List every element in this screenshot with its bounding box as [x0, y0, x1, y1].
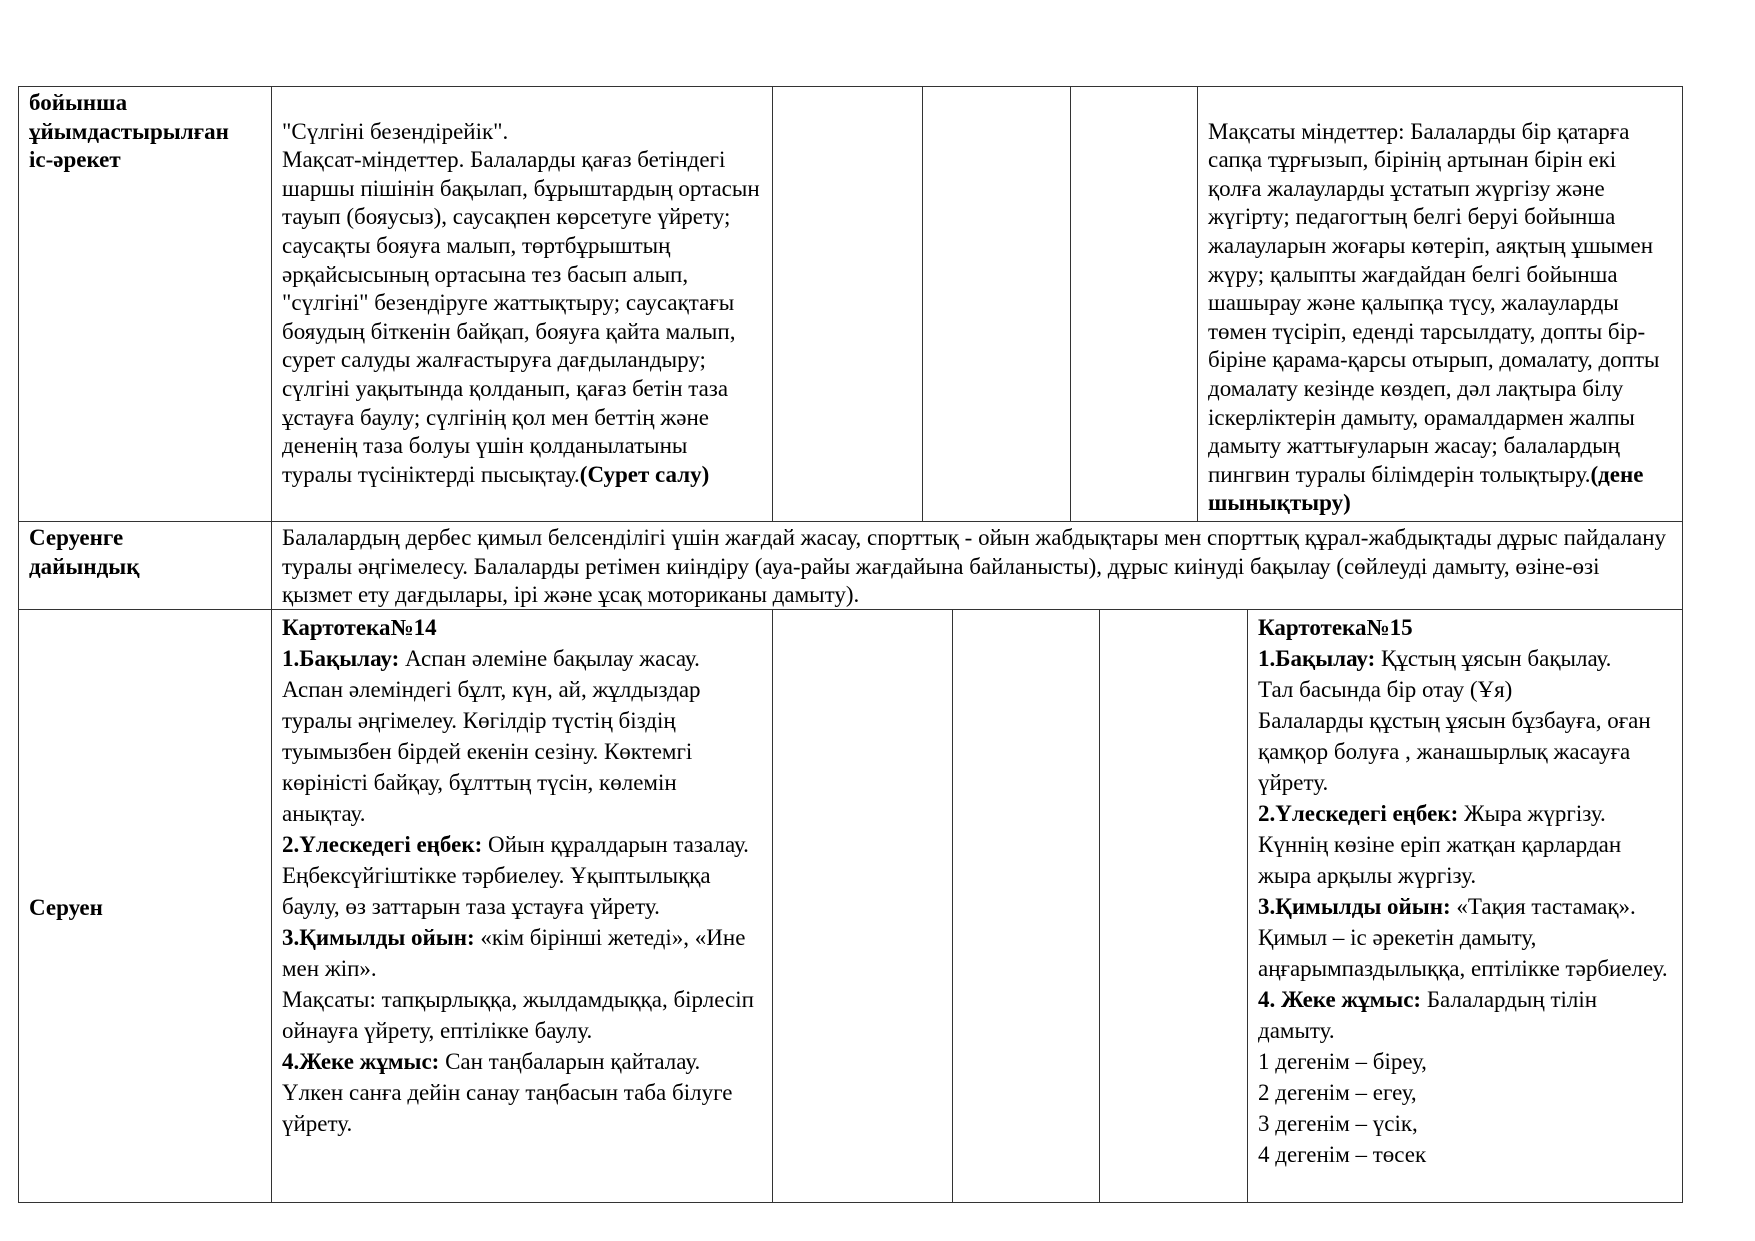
card-14-game-goal: Мақсаты: тапқырлыққа, жылдамдыққа, бірлесіп ойнауға үйрету, ептілікке баулу.: [282, 987, 754, 1043]
walk-card-14: [271, 610, 772, 1202]
card-14-title: Картотека№14: [282, 615, 437, 640]
card-14-game: 3.Қимылды ойын: «кім бірінші жетеді», «Ине мен жіп».: [282, 925, 746, 981]
card-14-observation: 1.Бақылау: Аспан әлеміне бақылау жасау. Аспан әлеміндегі бұлт, күн, ай, жұлдыздар туралы әңгімелеу. Көгілдір түстің біздің туымызбен бірдей екенін сезіну. Көктемгі көріністі байқау, бұлттың түсін, көлемін анықтау.: [282, 646, 701, 826]
empty-cell-1: [772, 87, 922, 521]
walk-card-15: [1247, 610, 1684, 1202]
table-row-walk-prep: [18, 521, 1683, 609]
card-15-rhyme-3: 3 дегенім – үсік,: [1258, 1111, 1418, 1136]
card-14-individual: 4.Жеке жұмыс: Сан таңбаларын қайталау. Үлкен санға дейін санау таңбасын таба білуге үйрету.: [282, 1049, 733, 1136]
card-14-work: 2.Үлескедегі еңбек: Ойын құралдарын тазалау. Еңбексүйгіштікке тәрбиелеу. Ұқыптылыққа баулу, өз заттарын таза ұстауға үйрету.: [282, 832, 749, 919]
activity-drawing-cell: [271, 87, 772, 521]
card-15-observation-line2: Тал басында бір отау (Ұя): [1258, 677, 1513, 702]
card-15-individual: 4. Жеке жұмыс: Балалардың тілін дамыту.: [1258, 987, 1598, 1043]
card-15-observation-line3: Балаларды құстың ұясын бұзбауға, оған қамқор болуға , жанашырлық жасауға үйрету.: [1258, 708, 1651, 795]
row-label-walk: [19, 610, 271, 1202]
card-15-work: 2.Үлескедегі еңбек: Жыра жүргізу. Күннің көзіне еріп жатқан қарлардан жыра арқылы жүргізу.: [1258, 801, 1622, 888]
row-label-activity: бойынша ұйымдастырылған іс-әрекет: [29, 90, 229, 173]
empty-cell-4: [772, 610, 952, 1202]
empty-cell-3: [1070, 87, 1197, 521]
drawing-subject: (Сурет салу): [579, 461, 710, 487]
empty-cell-6: [1099, 610, 1267, 1202]
drawing-text: "Сүлгіні безендірейік". Мақсат-міндеттер. Балаларды қағаз бетіндегі шаршы пішінін бақылап, бұрыштардың ортасын тауып (бояусыз), саусақпен көрсетуге үйрету; саусақты бояуға малып, төртбұрыштың әрқайсысының ортасына тез басып алып, "сүлгіні" безендіруге жаттықтыру; саусақтағы бояудың біткенін байқап, бояуға қайта малып, сурет салуды жалғастыруға дағдыландыру; сүлгіні уақытында қолданып, қағаз бетін таза ұстауға баулу; сүлгінің қол мен беттің және дененің таза болуы үшін қолданылатыны туралы түсініктерді пысықтау.: [282, 118, 760, 487]
empty-cell-2: [922, 87, 1070, 521]
walk-label-text: Серуен: [29, 894, 103, 920]
card-15-rhyme-4: 4 дегенім – төсек: [1258, 1142, 1427, 1167]
table-row-walk: [18, 609, 1683, 1203]
walk-prep-text: Балалардың дербес қимыл белсенділігі үшін жағдай жасау, спорттық - ойын жабдықтары мен спорттық құрал-жабдықтады дұрыс пайдалану туралы әңгімелесу. Балаларды ретімен киіндіру (ауа-райы жағдайына байланысты), дұрыс киінуді бақылау (сөйлеуді дамыту, өзіне-өзі қызмет ету дағдылары, ірі және ұсақ моториканы дамыту).: [271, 522, 1684, 609]
card-15-rhyme-1: 1 дегенім – біреу,: [1258, 1049, 1427, 1074]
row-label-walk-prep: Серуенге дайындық: [29, 525, 140, 579]
card-15-game: 3.Қимылды ойын: «Тақия тастамақ». Қимыл – іс әрекетін дамыту, аңғарымпаздылыққа, ептілікке тәрбиелеу.: [1258, 894, 1668, 981]
empty-cell-5: [952, 610, 1099, 1202]
card-15-rhyme-2: 2 дегенім – егеу,: [1258, 1080, 1417, 1105]
activity-pe-cell: [1197, 87, 1684, 521]
pe-subject: (дене шынықтыру): [1208, 461, 1644, 516]
card-15-observation: 1.Бақылау: Құстың ұясын бақылау.: [1258, 646, 1612, 671]
pe-text: Мақсаты міндеттер: Балаларды бір қатарға сапқа тұрғызып, бірінің артынан бірін екі қолға жалауларды ұстатып жүргізу және жүгірту; педагогтың белгі беруі бойынша жалауларын жоғары көтеріп, аяқтың ұшымен жүру; қалыпты жағдайдан белгі бойынша шашырау және қалыпқа түсу, жалауларды төмен түсіріп, еденді тарсылдату, допты бір-біріне қарама-қарсы отырып, домалату, допты домалату кезінде көздеп, дәл лақтыра білу іскерліктерін дамыту, орамалдармен жалпы дамыту жаттығуларын жасау; балалардың пингвин туралы білімдерін толықтыру.: [1208, 118, 1660, 487]
table-row-activity: [18, 86, 1683, 521]
card-15-title: Картотека№15: [1258, 615, 1413, 640]
